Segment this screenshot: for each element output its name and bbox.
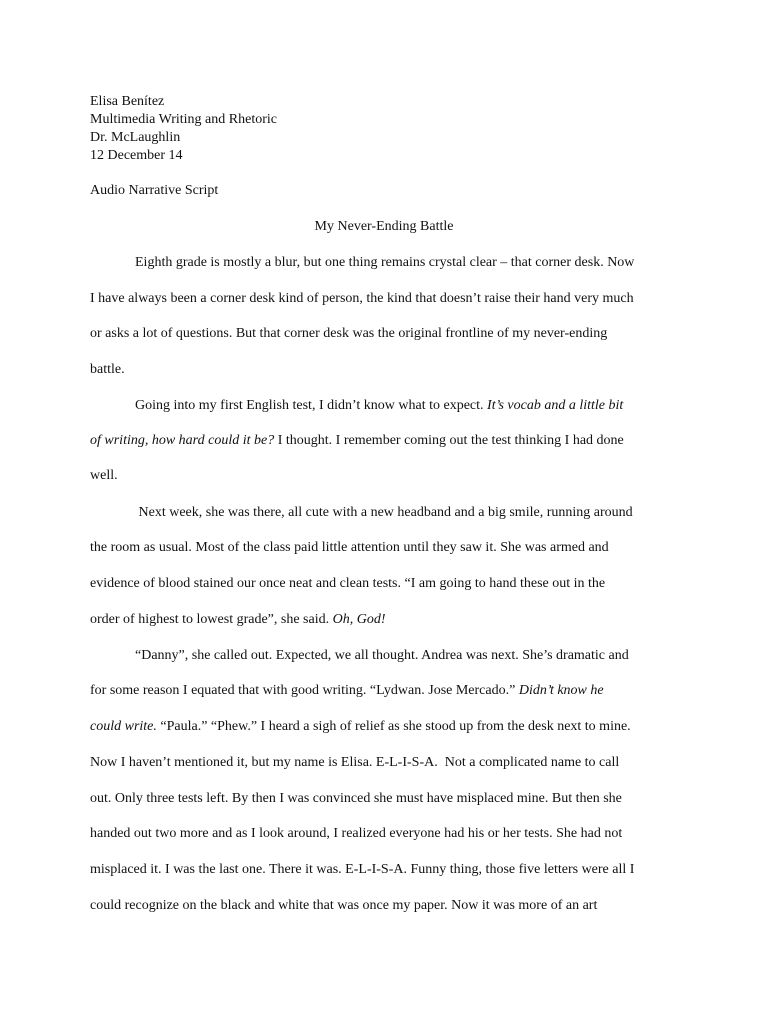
paragraph-1-line-4: battle. — [90, 362, 125, 377]
paragraph-3-line-2: the room as usual. Most of the class paid little attention until they saw it. She was armed and — [90, 540, 609, 555]
paragraph-1-line-1: Eighth grade is mostly a blur, but one thing remains crystal clear – that corner desk. Now — [135, 255, 635, 270]
paragraph-2-line-1-italic: It’s vocab and a little bit — [487, 398, 624, 413]
document-title: My Never-Ending Battle — [314, 219, 454, 234]
paragraph-4-line-3 — [90, 718, 631, 736]
paragraph-4-line-2-italic: Didn’t know he — [518, 683, 604, 698]
paragraph-4-line-7: misplaced it. I was the last one. There it was. E-L-I-S-A. Funny thing, those five letters were all I — [90, 862, 635, 877]
author-name: Elisa Benítez — [90, 94, 165, 109]
document-date: 12 December 14 — [90, 148, 183, 163]
paragraph-4-line-6: handed out two more and as I look around, I realized everyone had his or her tests. She had not — [90, 826, 623, 841]
instructor-name: Dr. McLaughlin — [90, 130, 181, 145]
paragraph-4-line-2-text: for some reason I equated that with good writing. “Lydwan. Jose Mercado.” — [90, 683, 516, 698]
paragraph-3-line-3: evidence of blood stained our once neat and clean tests. “I am going to hand these out in the — [90, 576, 606, 591]
paragraph-2-line-1-text: Going into my first English test, I didn’t know what to expect. — [135, 398, 484, 413]
paragraph-3-line-4 — [90, 611, 386, 629]
paragraph-3-line-4-text: order of highest to lowest grade”, she said. — [90, 612, 330, 627]
document-label: Audio Narrative Script — [90, 183, 219, 198]
paragraph-4-line-1: “Danny”, she called out. Expected, we all thought. Andrea was next. She’s dramatic and — [135, 648, 629, 663]
paragraph-4-line-4: Now I haven’t mentioned it, but my name is Elisa. E-L-I-S-A. Not a complicated name to call — [90, 755, 620, 770]
paragraph-4-line-8: could recognize on the black and white that was once my paper. Now it was more of an art — [90, 898, 598, 913]
paragraph-4-line-2 — [90, 682, 604, 700]
paragraph-2-line-2 — [90, 432, 624, 450]
paragraph-4-line-3-italic: could write. — [90, 719, 157, 734]
paragraph-1-line-3: or asks a lot of questions. But that corner desk was the original frontline of my never-ending — [90, 326, 608, 341]
paragraph-1-line-2: I have always been a corner desk kind of person, the kind that doesn’t raise their hand very much — [90, 291, 634, 306]
course-name: Multimedia Writing and Rhetoric — [90, 112, 277, 127]
paragraph-3-line-1: Next week, she was there, all cute with a new headband and a big smile, running around — [135, 505, 633, 520]
paragraph-2-line-1 — [135, 397, 623, 415]
paragraph-3-line-4-italic: Oh, God! — [332, 612, 386, 627]
paragraph-4-line-3-text: “Paula.” “Phew.” I heard a sigh of relief as she stood up from the desk next to mine. — [160, 719, 631, 734]
paragraph-2-line-3: well. — [90, 468, 118, 483]
paragraph-4-line-5: out. Only three tests left. By then I was convinced she must have misplaced mine. But then she — [90, 791, 622, 806]
paragraph-2-line-2-text: I thought. I remember coming out the test thinking I had done — [277, 433, 624, 448]
paragraph-2-line-2-italic: of writing, how hard could it be? — [90, 433, 275, 448]
